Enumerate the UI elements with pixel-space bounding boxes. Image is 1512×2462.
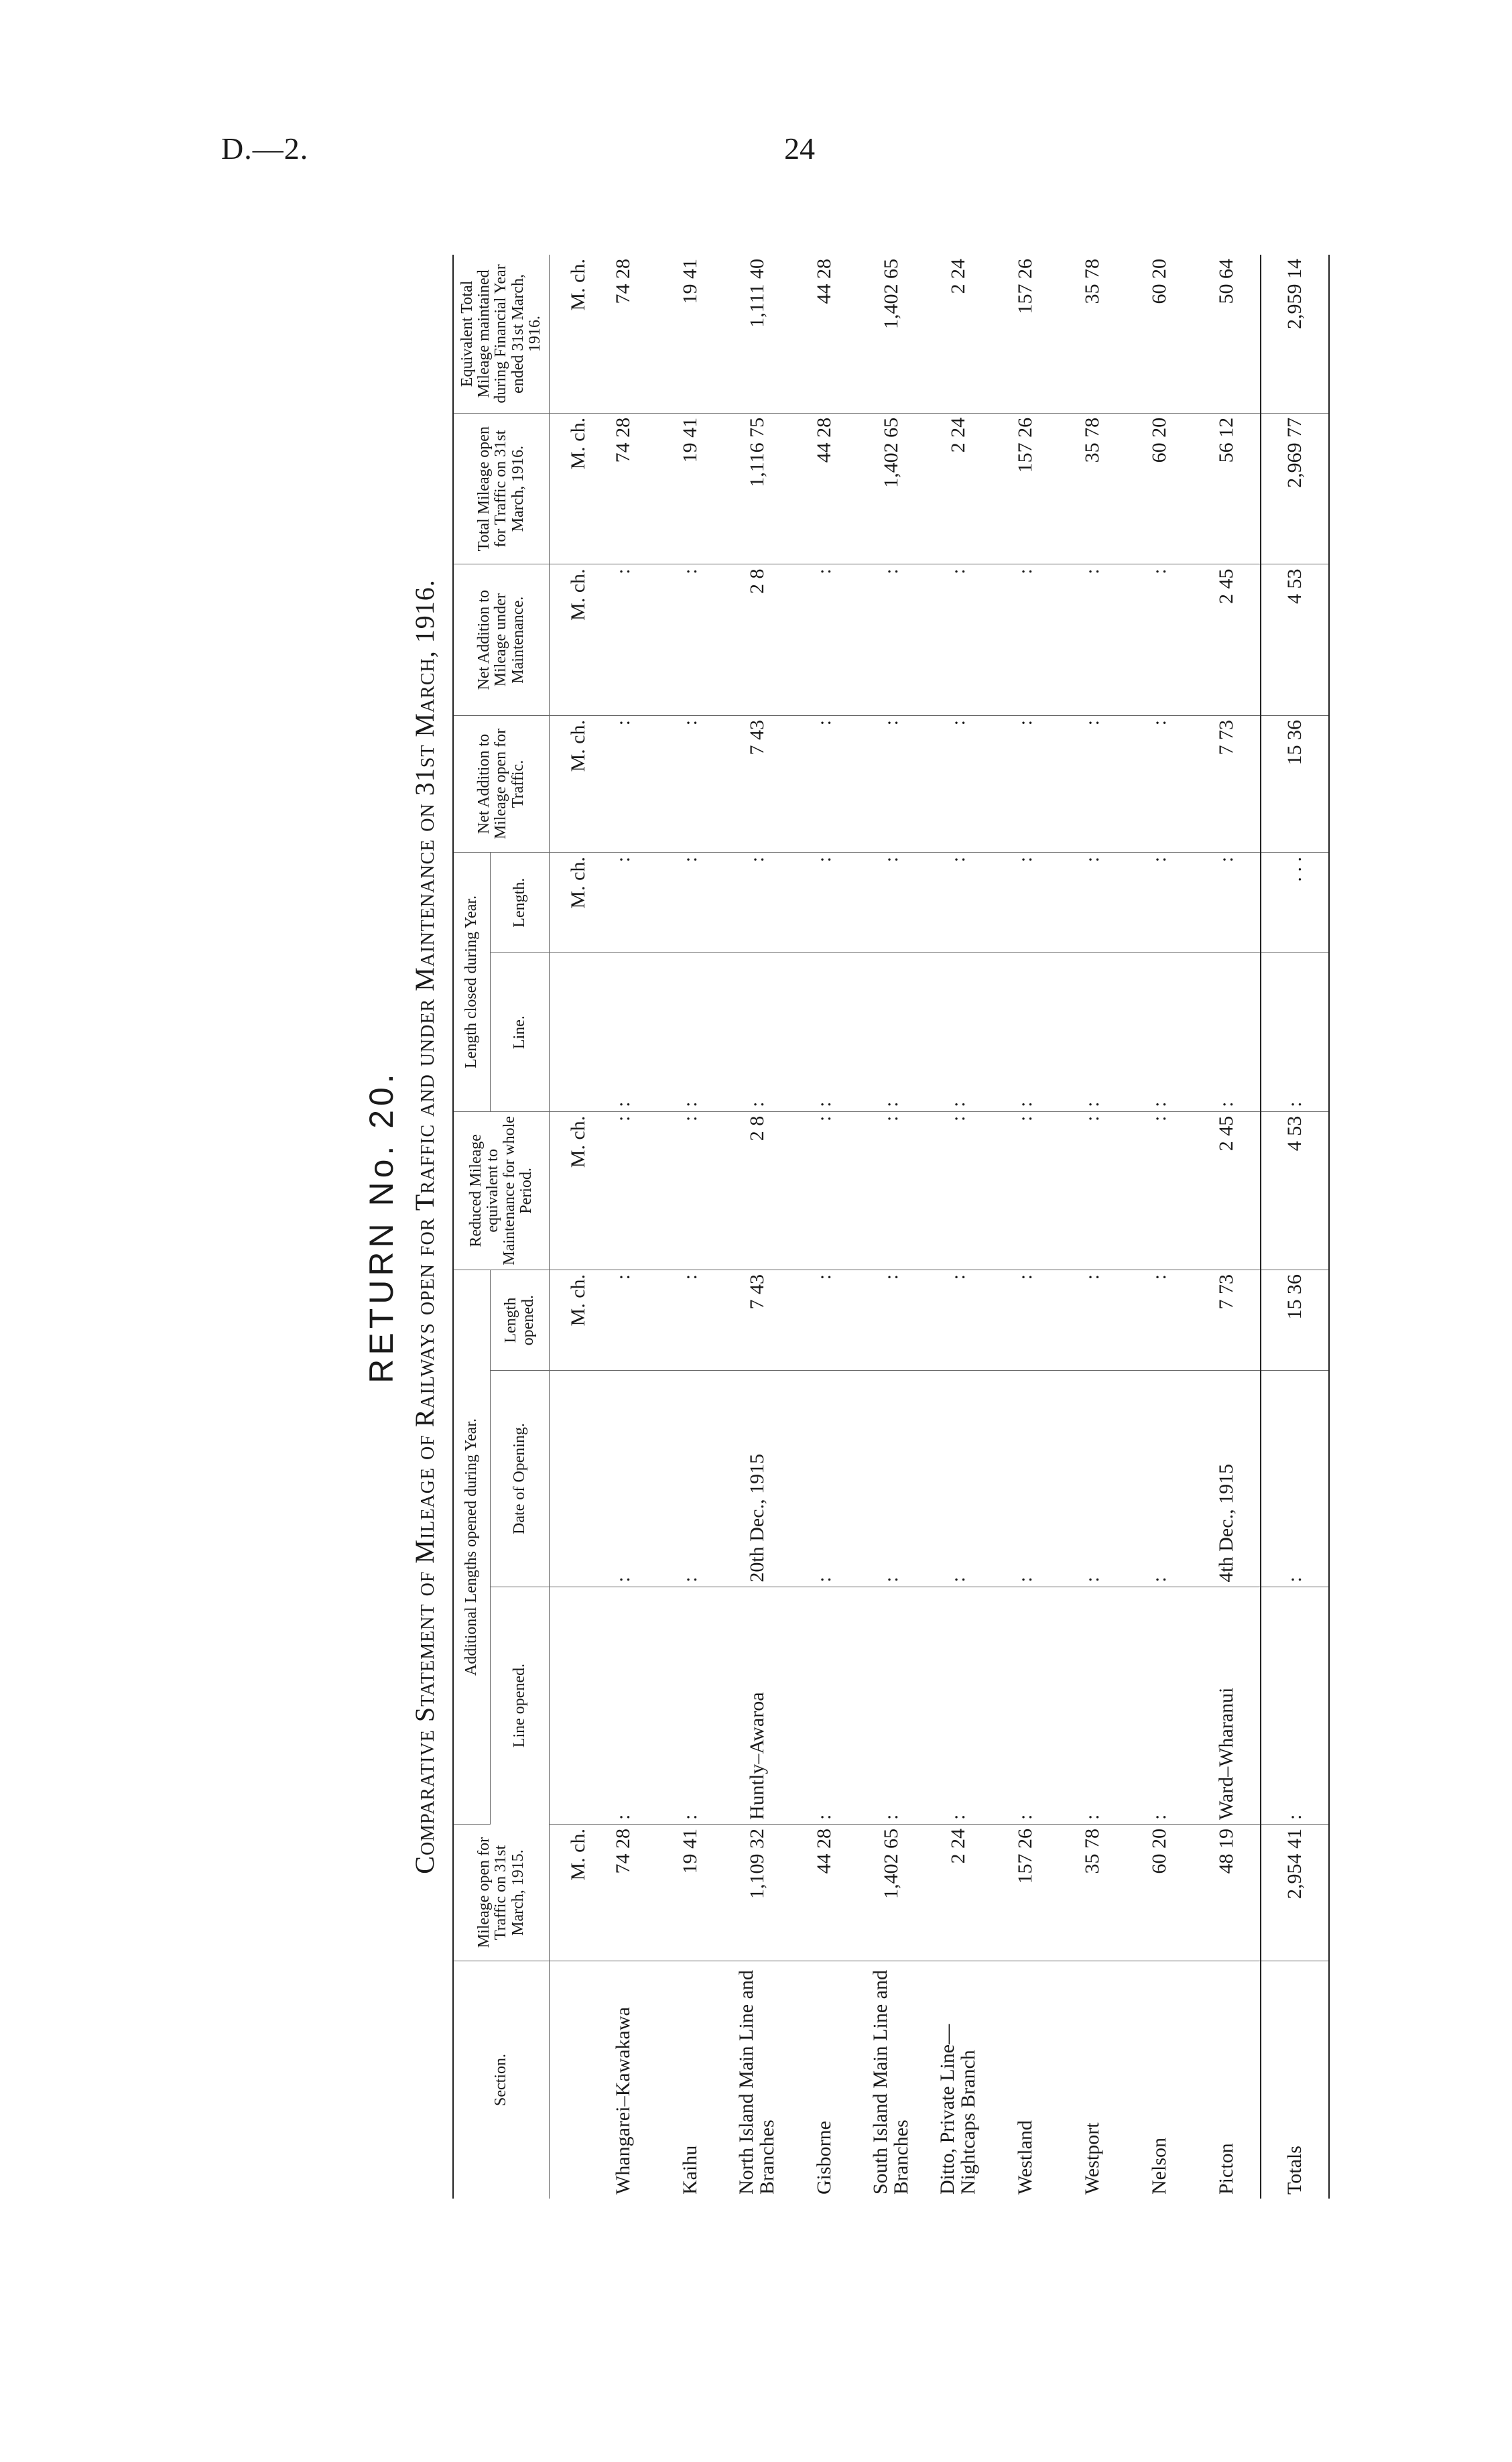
total-1916-cell: 60 20 bbox=[1126, 413, 1193, 564]
totals-total-1916: 2,969 77 bbox=[1261, 413, 1329, 564]
closed-length-cell: : bbox=[657, 853, 724, 953]
col-net-traffic: Net Addition to Mileage open for Traffic. bbox=[453, 716, 549, 853]
section-name bbox=[858, 1961, 925, 2199]
length-opened-cell: : bbox=[925, 1270, 992, 1370]
net-traffic-cell: : bbox=[791, 716, 858, 853]
net-traffic-cell: : bbox=[1126, 716, 1193, 853]
total-1916-cell: 1,402 65 bbox=[858, 413, 925, 564]
line-opened-cell: Huntly–Awaroa bbox=[724, 1587, 791, 1824]
total-1916-cell: 44 28 bbox=[791, 413, 858, 564]
mileage-1915-cell: 19 41 bbox=[657, 1825, 724, 1961]
unit-cell: M. ch. bbox=[549, 1111, 590, 1270]
unit-cell: M. ch. bbox=[549, 853, 590, 953]
closed-line-cell: : bbox=[724, 953, 791, 1111]
unit-cell bbox=[549, 1587, 590, 1824]
line-opened-cell: : bbox=[858, 1587, 925, 1824]
reduced-mileage-cell: : bbox=[992, 1111, 1059, 1270]
section-label: Westland bbox=[1013, 2120, 1036, 2195]
total-1916-cell: 2 24 bbox=[925, 413, 992, 564]
totals-label: Totals bbox=[1261, 1961, 1329, 2199]
net-traffic-cell: 7 43 bbox=[724, 716, 791, 853]
date-opening-cell: : bbox=[590, 1371, 657, 1587]
table-row bbox=[992, 255, 1059, 2199]
equivalent-cell: 2 24 bbox=[925, 255, 992, 413]
length-opened-cell: 7 43 bbox=[724, 1270, 791, 1370]
equivalent-cell: 50 64 bbox=[1193, 255, 1261, 413]
col-line-opened: Line opened. bbox=[491, 1587, 550, 1824]
table-row bbox=[1126, 255, 1193, 2199]
date-opening-cell: : bbox=[1126, 1371, 1193, 1587]
reduced-mileage-cell: : bbox=[657, 1111, 724, 1270]
return-subtitle: Comparative Statement of Mileage of Railways open for Traffic and under Maintenance on 31st March, 1916. bbox=[410, 579, 440, 1874]
section-name bbox=[724, 1961, 791, 2199]
section-name bbox=[1126, 1961, 1193, 2199]
net-maint-cell: : bbox=[1126, 564, 1193, 716]
closed-length-cell: : bbox=[791, 853, 858, 953]
net-traffic-cell: : bbox=[590, 716, 657, 853]
closed-length-cell: : bbox=[1059, 853, 1126, 953]
table-row bbox=[925, 255, 992, 2199]
mileage-1915-cell: 48 19 bbox=[1193, 1825, 1261, 1961]
net-maint-cell: : bbox=[925, 564, 992, 716]
section-name bbox=[925, 1961, 992, 2199]
length-opened-cell: : bbox=[1126, 1270, 1193, 1370]
equivalent-cell: 74 28 bbox=[590, 255, 657, 413]
date-opening-cell: : bbox=[657, 1371, 724, 1587]
date-opening-cell: : bbox=[992, 1371, 1059, 1587]
length-opened-cell: : bbox=[590, 1270, 657, 1370]
equivalent-cell: 44 28 bbox=[791, 255, 858, 413]
closed-line-cell: : bbox=[657, 953, 724, 1111]
reduced-mileage-cell: : bbox=[1059, 1111, 1126, 1270]
length-opened-cell: : bbox=[858, 1270, 925, 1370]
net-traffic-cell: : bbox=[1059, 716, 1126, 853]
reduced-mileage-cell: : bbox=[1126, 1111, 1193, 1270]
col-equivalent: Equivalent Total Mileage maintained during Financial Year ended 31st March, 1916. bbox=[453, 255, 549, 413]
rotated-return-block bbox=[362, 214, 1306, 2239]
closed-length-cell: : bbox=[858, 853, 925, 953]
col-reduced: Reduced Mileage equivalent to Maintenance for whole Period. bbox=[453, 1111, 549, 1270]
reduced-mileage-cell: : bbox=[791, 1111, 858, 1270]
line-opened-cell: : bbox=[925, 1587, 992, 1824]
closed-line-cell: : bbox=[1059, 953, 1126, 1111]
section-label: South Island Main Line and Branches bbox=[869, 1970, 913, 2195]
closed-line-cell: : bbox=[925, 953, 992, 1111]
net-maint-cell: : bbox=[657, 564, 724, 716]
table-body bbox=[590, 255, 1261, 2199]
col-date-opening: Date of Opening. bbox=[491, 1371, 550, 1587]
unit-cell bbox=[549, 1371, 590, 1587]
mileage-1915-cell: 1,402 65 bbox=[858, 1825, 925, 1961]
net-traffic-cell: : bbox=[858, 716, 925, 853]
closed-line-cell: : bbox=[1193, 953, 1261, 1111]
length-opened-cell: : bbox=[1059, 1270, 1126, 1370]
totals-net-traffic: 15 36 bbox=[1261, 716, 1329, 853]
length-opened-cell: : bbox=[791, 1270, 858, 1370]
table-row bbox=[1059, 255, 1126, 2199]
totals-line-opened: : bbox=[1261, 1587, 1329, 1824]
equivalent-cell: 60 20 bbox=[1126, 255, 1193, 413]
mileage-table bbox=[452, 255, 1330, 2199]
table-row bbox=[1193, 255, 1261, 2199]
date-opening-cell: : bbox=[925, 1371, 992, 1587]
line-opened-cell: : bbox=[1059, 1587, 1126, 1824]
header-row-top bbox=[453, 255, 491, 2199]
table-row bbox=[791, 255, 858, 2199]
reduced-mileage-cell: : bbox=[590, 1111, 657, 1270]
closed-length-cell: : bbox=[925, 853, 992, 953]
closed-length-cell: : bbox=[992, 853, 1059, 953]
section-name bbox=[657, 1961, 724, 2199]
unit-cell: M. ch. bbox=[549, 1270, 590, 1370]
col-closed-line: Line. bbox=[491, 953, 550, 1111]
section-name bbox=[992, 1961, 1059, 2199]
equivalent-cell: 35 78 bbox=[1059, 255, 1126, 413]
col-length-opened: Length opened. bbox=[491, 1270, 550, 1370]
totals-closed-length: . . . bbox=[1261, 853, 1329, 953]
mileage-1915-cell: 157 26 bbox=[992, 1825, 1059, 1961]
table-row bbox=[724, 255, 791, 2199]
totals-equivalent: 2,959 14 bbox=[1261, 255, 1329, 413]
section-label: Kaihu bbox=[678, 2145, 701, 2195]
closed-length-cell: : bbox=[724, 853, 791, 953]
total-1916-cell: 56 12 bbox=[1193, 413, 1261, 564]
table-row bbox=[657, 255, 724, 2199]
unit-cell: M. ch. bbox=[549, 413, 590, 564]
totals-net-maint: 4 53 bbox=[1261, 564, 1329, 716]
net-traffic-cell: 7 73 bbox=[1193, 716, 1261, 853]
net-maint-cell: 2 8 bbox=[724, 564, 791, 716]
equivalent-cell: 1,111 40 bbox=[724, 255, 791, 413]
return-title: RETURN No. 20. bbox=[363, 1070, 400, 1383]
reduced-mileage-cell: 2 8 bbox=[724, 1111, 791, 1270]
table-row bbox=[858, 255, 925, 2199]
page-number: 24 bbox=[784, 131, 815, 166]
col-total-1916: Total Mileage open for Traffic on 31st March, 1916. bbox=[453, 413, 549, 564]
net-maint-cell: : bbox=[590, 564, 657, 716]
col-net-maint: Net Addition to Mileage under Maintenance. bbox=[453, 564, 549, 716]
unit-cell: M. ch. bbox=[549, 1825, 590, 1961]
total-1916-cell: 19 41 bbox=[657, 413, 724, 564]
table-row bbox=[590, 255, 657, 2199]
closed-line-cell: : bbox=[858, 953, 925, 1111]
date-opening-cell: : bbox=[858, 1371, 925, 1587]
section-label: Picton bbox=[1214, 2143, 1237, 2195]
section-name bbox=[1193, 1961, 1261, 2199]
totals-date: : bbox=[1261, 1371, 1329, 1587]
line-opened-cell: : bbox=[657, 1587, 724, 1824]
totals-reduced: 4 53 bbox=[1261, 1111, 1329, 1270]
reduced-mileage-cell: : bbox=[925, 1111, 992, 1270]
date-opening-cell: 4th Dec., 1915 bbox=[1193, 1371, 1261, 1587]
unit-cell: M. ch. bbox=[549, 255, 590, 413]
total-1916-cell: 74 28 bbox=[590, 413, 657, 564]
section-name bbox=[791, 1961, 858, 2199]
closed-line-cell: : bbox=[1126, 953, 1193, 1111]
section-label: Westport bbox=[1080, 2122, 1103, 2195]
line-opened-cell: : bbox=[992, 1587, 1059, 1824]
equivalent-cell: 1,402 65 bbox=[858, 255, 925, 413]
unit-cell bbox=[549, 1961, 590, 2199]
section-label: Ditto, Private Line—Nightcaps Branch bbox=[936, 2024, 980, 2195]
length-opened-cell: : bbox=[657, 1270, 724, 1370]
closed-length-cell: : bbox=[1193, 853, 1261, 953]
section-label: Whangarei–Kawakawa bbox=[611, 2007, 634, 2195]
line-opened-cell: Ward–Wharanui bbox=[1193, 1587, 1261, 1824]
equivalent-cell: 19 41 bbox=[657, 255, 724, 413]
net-traffic-cell: : bbox=[657, 716, 724, 853]
mileage-1915-cell: 2 24 bbox=[925, 1825, 992, 1961]
date-opening-cell: : bbox=[791, 1371, 858, 1587]
page-header-report-code: D.—2. bbox=[221, 131, 309, 166]
total-1916-cell: 157 26 bbox=[992, 413, 1059, 564]
mileage-1915-cell: 1,109 32 bbox=[724, 1825, 791, 1961]
section-label: Nelson bbox=[1147, 2138, 1170, 2195]
net-maint-cell: : bbox=[1059, 564, 1126, 716]
col-closed-group: Length closed during Year. bbox=[453, 853, 491, 1112]
mileage-1915-cell: 74 28 bbox=[590, 1825, 657, 1961]
net-maint-cell: : bbox=[992, 564, 1059, 716]
section-label: North Island Main Line and Branches bbox=[735, 1970, 779, 2195]
reduced-mileage-cell: : bbox=[858, 1111, 925, 1270]
totals-mileage-1915: 2,954 41 bbox=[1261, 1825, 1329, 1961]
net-maint-cell: : bbox=[791, 564, 858, 716]
net-traffic-cell: : bbox=[992, 716, 1059, 853]
net-maint-cell: : bbox=[858, 564, 925, 716]
line-opened-cell: : bbox=[791, 1587, 858, 1824]
col-section: Section. bbox=[453, 1961, 549, 2199]
closed-line-cell: : bbox=[791, 953, 858, 1111]
total-1916-cell: 1,116 75 bbox=[724, 413, 791, 564]
mileage-1915-cell: 44 28 bbox=[791, 1825, 858, 1961]
length-opened-cell: : bbox=[992, 1270, 1059, 1370]
section-name bbox=[590, 1961, 657, 2199]
net-traffic-cell: : bbox=[925, 716, 992, 853]
units-row bbox=[549, 255, 590, 2199]
closed-length-cell: : bbox=[1126, 853, 1193, 953]
col-mileage-1915: Mileage open for Traffic on 31st March, 1915. bbox=[453, 1825, 549, 1961]
unit-cell: M. ch. bbox=[549, 716, 590, 853]
line-opened-cell: : bbox=[590, 1587, 657, 1824]
reduced-mileage-cell: 2 45 bbox=[1193, 1111, 1261, 1270]
unit-cell bbox=[549, 953, 590, 1111]
mileage-1915-cell: 60 20 bbox=[1126, 1825, 1193, 1961]
totals-length-opened: 15 36 bbox=[1261, 1270, 1329, 1370]
section-label: Gisborne bbox=[812, 2121, 835, 2195]
closed-line-cell: : bbox=[590, 953, 657, 1111]
section-name bbox=[1059, 1961, 1126, 2199]
date-opening-cell: 20th Dec., 1915 bbox=[724, 1371, 791, 1587]
mileage-1915-cell: 35 78 bbox=[1059, 1825, 1126, 1961]
line-opened-cell: : bbox=[1126, 1587, 1193, 1824]
net-maint-cell: 2 45 bbox=[1193, 564, 1261, 716]
closed-length-cell: : bbox=[590, 853, 657, 953]
unit-cell: M. ch. bbox=[549, 564, 590, 716]
col-additional-group: Additional Lengths opened during Year. bbox=[453, 1270, 491, 1824]
length-opened-cell: 7 73 bbox=[1193, 1270, 1261, 1370]
totals-closed-line: : bbox=[1261, 953, 1329, 1111]
equivalent-cell: 157 26 bbox=[992, 255, 1059, 413]
col-closed-length: Length. bbox=[491, 853, 550, 953]
totals-row bbox=[1261, 255, 1329, 2199]
date-opening-cell: : bbox=[1059, 1371, 1126, 1587]
closed-line-cell: : bbox=[992, 953, 1059, 1111]
total-1916-cell: 35 78 bbox=[1059, 413, 1126, 564]
